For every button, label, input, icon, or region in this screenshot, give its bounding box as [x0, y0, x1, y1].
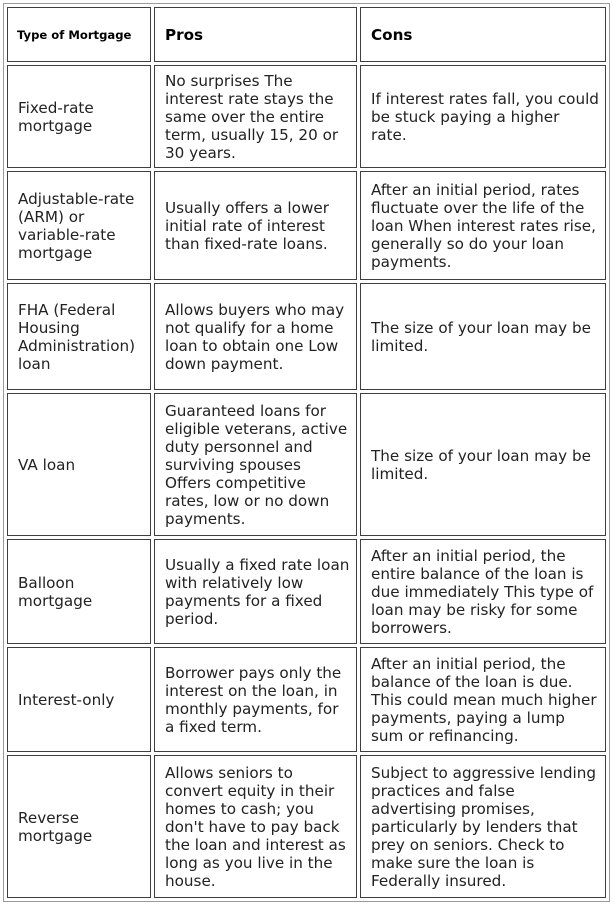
- cons-cell: Subject to aggressive lending practices and false advertising promises, particularly by lenders that prey on seniors. Check to make sure the loan is Federally insured.: [360, 755, 606, 898]
- header-type-of-mortgage: Type of Mortgage: [7, 7, 151, 62]
- table-row: [7, 647, 606, 752]
- header-cons: Cons: [360, 7, 606, 62]
- pros-cell: Guaranteed loans for eligible veterans, active duty personnel and surviving spouses Offers competitive rates, low or no down payments.: [154, 393, 357, 536]
- pros-cell: Usually a fixed rate loan with relatively low payments for a fixed period.: [154, 539, 357, 644]
- pros-cell: Allows seniors to convert equity in their homes to cash; you don't have to pay back the loan and interest as long as you live in the house.: [154, 755, 357, 898]
- table-row: [7, 539, 606, 644]
- table-row: [7, 393, 606, 536]
- table-row: [7, 283, 606, 390]
- mortgage-table-container: [3, 3, 610, 902]
- table-header-row: [7, 7, 606, 62]
- mortgage-type-cell: Reverse mortgage: [7, 755, 151, 898]
- mortgage-type-cell: FHA (Federal Housing Administration) loan: [7, 283, 151, 390]
- table-row: [7, 65, 606, 168]
- cons-cell: If interest rates fall, you could be stuck paying a higher rate.: [360, 65, 606, 168]
- cons-cell: The size of your loan may be limited.: [360, 283, 606, 390]
- mortgage-type-cell: Balloon mortgage: [7, 539, 151, 644]
- cons-cell: The size of your loan may be limited.: [360, 393, 606, 536]
- mortgage-type-cell: Adjustable-rate (ARM) or variable-rate mortgage: [7, 171, 151, 280]
- cons-cell: After an initial period, the balance of the loan is due. This could mean much higher payments, paying a lump sum or refinancing.: [360, 647, 606, 752]
- cons-cell: After an initial period, the entire balance of the loan is due immediately This type of loan may be risky for some borrowers.: [360, 539, 606, 644]
- mortgage-type-cell: Fixed-rate mortgage: [7, 65, 151, 168]
- pros-cell: No surprises The interest rate stays the same over the entire term, usually 15, 20 or 30 years.: [154, 65, 357, 168]
- mortgage-comparison-table: [3, 3, 610, 902]
- pros-cell: Allows buyers who may not qualify for a home loan to obtain one Low down payment.: [154, 283, 357, 390]
- pros-cell: Borrower pays only the interest on the loan, in monthly payments, for a fixed term.: [154, 647, 357, 752]
- table-row: [7, 171, 606, 280]
- header-pros: Pros: [154, 7, 357, 62]
- mortgage-type-cell: VA loan: [7, 393, 151, 536]
- table-row: [7, 755, 606, 898]
- mortgage-type-cell: Interest-only: [7, 647, 151, 752]
- cons-cell: After an initial period, rates fluctuate over the life of the loan When interest rates rise, generally so do your loan payments.: [360, 171, 606, 280]
- pros-cell: Usually offers a lower initial rate of interest than fixed-rate loans.: [154, 171, 357, 280]
